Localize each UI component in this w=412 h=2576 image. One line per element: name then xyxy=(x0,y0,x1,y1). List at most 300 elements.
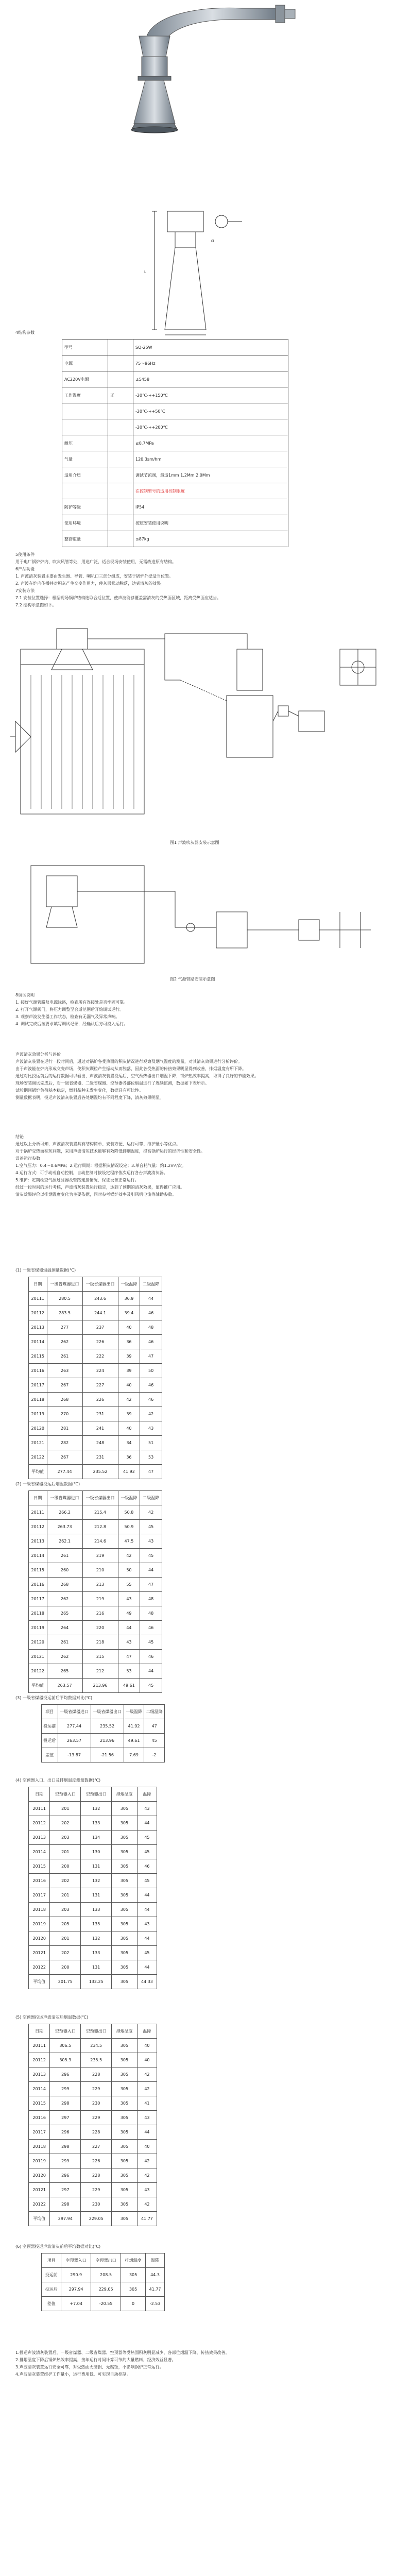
column-header: 一级省煤器出口 xyxy=(91,1705,124,1719)
table-cell: 44 xyxy=(137,1960,157,1975)
table-cell: 44.33 xyxy=(137,1975,157,1989)
table-cell: 297 xyxy=(50,2111,81,2125)
text-line: 现场安装调试完成后，对一级省煤器、二级省煤器、空预器各部位烟温进行了连续监测，数据如下表所示。 xyxy=(15,1081,209,1086)
spec-sub xyxy=(108,340,133,355)
table-cell: 45 xyxy=(137,1845,157,1859)
table-cell: 20111 xyxy=(29,2039,50,2053)
text-line: 4.声波清灰装置维护工作量小，运行费用低，可实现自动控制。 xyxy=(15,2372,131,2377)
table-row xyxy=(29,1563,162,1578)
table-cell: 20114 xyxy=(29,1549,47,1563)
table-cell: 305 xyxy=(112,1816,138,1831)
table-cell: 220 xyxy=(82,1621,118,1635)
table-row xyxy=(29,2168,157,2183)
table-cell: 202 xyxy=(50,1874,81,1888)
text-line: 2. 打开气源阀门，将压力调整至合适范围后开始调试运行。 xyxy=(15,1007,124,1012)
table-cell: 20115 xyxy=(29,1349,47,1364)
table-cell: 131 xyxy=(81,1960,112,1975)
table-cell: 43 xyxy=(137,1802,157,1816)
table-cell: 20118 xyxy=(29,1393,47,1407)
table-row xyxy=(29,2154,157,2168)
table-cell: 47 xyxy=(140,1349,162,1364)
table-row xyxy=(29,1931,157,1946)
table-header-row xyxy=(29,2024,157,2039)
table-cell: 20112 xyxy=(29,1520,47,1534)
spec-value: 75～96Hz xyxy=(133,355,288,371)
table-cell: 49.61 xyxy=(124,1734,144,1748)
table-cell: 48 xyxy=(140,1320,162,1335)
table-cell: 20113 xyxy=(29,1534,47,1549)
table-cell: 平均值 xyxy=(29,1465,47,1479)
table-cell: 44 xyxy=(137,1888,157,1903)
table-cell: 20112 xyxy=(29,1306,47,1320)
table-header-row xyxy=(29,1277,162,1292)
spec-sub xyxy=(108,435,133,451)
table-cell: 43 xyxy=(137,2111,157,2125)
column-header: 空预器入口 xyxy=(50,2024,81,2039)
spec-value: 调试节流阀，最适1mm 1.2Mm 2.0Mm xyxy=(133,467,288,483)
spec-sub xyxy=(108,451,133,467)
table-cell: 45 xyxy=(140,1679,162,1693)
table-cell: -2.53 xyxy=(146,2297,165,2311)
analysis-heading: 声波清灰效果分析与评价 xyxy=(15,1052,61,1057)
table-cell: 202 xyxy=(50,1816,81,1831)
section-8 xyxy=(15,992,397,1028)
table-cell: 20113 xyxy=(29,2067,50,2082)
column-header: 排烟温度 xyxy=(121,2253,146,2268)
table-cell: 262.1 xyxy=(47,1534,82,1549)
spec-row xyxy=(62,435,288,451)
table-cell: 297 xyxy=(50,2183,81,2197)
spec-value: -20℃-++200℃ xyxy=(133,419,288,435)
table-cell: 42 xyxy=(137,2168,157,2183)
spec-sub xyxy=(108,467,133,483)
table-cell: 277.44 xyxy=(58,1719,91,1734)
text-line: 试验期间锅炉负荷基本稳定，燃料品种未发生变化，数据具有可比性。 xyxy=(15,1088,143,1093)
table-cell: 40 xyxy=(137,2053,157,2067)
text-line: 7.2 结构示意图如下。 xyxy=(15,603,57,607)
table-cell: 45 xyxy=(137,1874,157,1888)
table-cell: 305 xyxy=(112,2067,138,2082)
table-cell: 305 xyxy=(121,2268,146,2282)
table-cell: 132.25 xyxy=(81,1975,112,1989)
table-cell: 297.94 xyxy=(50,2212,81,2226)
table-cell: 45 xyxy=(140,1520,162,1534)
table-cell: 20117 xyxy=(29,1378,47,1393)
spec-row xyxy=(62,483,288,499)
table-cell: 39.4 xyxy=(118,1306,140,1320)
spec-sub: 正 xyxy=(108,387,133,403)
table-cell: 43 xyxy=(140,1421,162,1436)
table-4 xyxy=(28,1787,157,1989)
table-row xyxy=(29,1888,157,1903)
table-cell: 20118 xyxy=(29,1903,50,1917)
table-cell: 262 xyxy=(47,1592,82,1606)
table-cell: 132 xyxy=(81,1931,112,1946)
table-cell: 42 xyxy=(137,2067,157,2082)
table-6-title: (6) 空预器投运声波清灰前后平均数据对比(℃) xyxy=(15,2244,101,2249)
table-cell: 20111 xyxy=(29,1505,47,1520)
spec-label: 耐压 xyxy=(62,435,108,451)
table-cell: 305 xyxy=(112,1903,138,1917)
table-cell: 47 xyxy=(118,1650,140,1664)
column-header: 一级省煤器进口 xyxy=(47,1277,82,1292)
table-cell: 305 xyxy=(112,2082,138,2096)
spec-value: SQ-25W xyxy=(133,340,288,355)
table-cell: 231 xyxy=(82,1450,118,1465)
table-cell: 44 xyxy=(137,1816,157,1831)
figure-2-caption: 图2 气源管路安装示意图 xyxy=(170,977,215,981)
text-line: 用于电厂锅炉炉内、吹灰风管等处，用途广泛，适合现场安装使用，无需改造原有结构。 xyxy=(15,560,176,564)
table-cell: 20122 xyxy=(29,1450,47,1465)
table-cell: 平均值 xyxy=(29,1975,50,1989)
text-line: 1.空气压力：0.4～0.6MPa；2.运行周期：根据积灰情况设定；3.单台耗气量：约1.2m³/次。 xyxy=(15,1163,186,1168)
table-row xyxy=(42,2268,165,2282)
table-cell: -20.55 xyxy=(91,2297,121,2311)
table-cell: 46 xyxy=(140,1335,162,1349)
table-cell: 36.9 xyxy=(118,1292,140,1306)
column-header: 二级温降 xyxy=(140,1277,162,1292)
conclusion-heading: 结论 xyxy=(15,1134,24,1139)
table-cell: 20116 xyxy=(29,1364,47,1378)
table-cell: -13.87 xyxy=(58,1748,91,1762)
table-cell: 44 xyxy=(137,1931,157,1946)
table-cell: 305 xyxy=(112,1960,138,1975)
table-cell: 305 xyxy=(112,1845,138,1859)
table-cell: 46 xyxy=(140,1650,162,1664)
column-header: 日期 xyxy=(29,1277,47,1292)
table-cell: 47 xyxy=(140,1465,162,1479)
table-cell: 201 xyxy=(50,1931,81,1946)
table-cell: 305 xyxy=(112,1859,138,1874)
table-header-row xyxy=(29,1491,162,1505)
table-cell: 41.77 xyxy=(137,2212,157,2226)
table-row xyxy=(29,2039,157,2053)
spec-label: 使用环境 xyxy=(62,515,108,531)
table-cell: 20115 xyxy=(29,2096,50,2111)
table-cell: 41.77 xyxy=(146,2282,165,2297)
table-cell: 20122 xyxy=(29,1960,50,1975)
table-cell: 42 xyxy=(137,2154,157,2168)
table-cell: 45 xyxy=(137,1831,157,1845)
text-line: 4. 调试完成后按要求填写调试记录，经确认后方可投入运行。 xyxy=(15,1022,128,1026)
table-cell: 44 xyxy=(118,1621,140,1635)
table-cell: 20111 xyxy=(29,1802,50,1816)
table-cell: 20115 xyxy=(29,1859,50,1874)
table-row xyxy=(29,1436,162,1450)
table-cell: 20117 xyxy=(29,1888,50,1903)
table-cell: 298 xyxy=(50,2197,81,2212)
table-row xyxy=(42,1734,165,1748)
text-line: 3. 观察声波发生器工作状态，检查有无漏气及异常声响。 xyxy=(15,1014,120,1019)
table-cell: 131 xyxy=(81,1888,112,1903)
table-cell: 45 xyxy=(140,1635,162,1650)
spec-row xyxy=(62,371,288,387)
section-5-heading: 5使用条件 xyxy=(15,552,35,557)
table-cell: 42 xyxy=(118,1549,140,1563)
table-header-row xyxy=(42,1705,165,1719)
table-cell: 135 xyxy=(81,1917,112,1931)
table-cell: 243.6 xyxy=(82,1292,118,1306)
column-header: 排烟温度 xyxy=(112,2024,138,2039)
table-row xyxy=(29,2111,157,2125)
table-cell: 40 xyxy=(137,2140,157,2154)
table-cell: 20121 xyxy=(29,2183,50,2197)
table-cell: 41 xyxy=(137,2096,157,2111)
spec-label: 电源 xyxy=(62,355,108,371)
column-header: 一级省煤器进口 xyxy=(58,1705,91,1719)
table-row xyxy=(42,1719,165,1734)
table-row xyxy=(29,1364,162,1378)
table-cell: 20116 xyxy=(29,2111,50,2125)
spec-value: ±5458 xyxy=(133,371,288,387)
spec-title: 4结构参数 xyxy=(15,330,35,335)
table-cell: 203 xyxy=(50,1831,81,1845)
column-header: 一级温降 xyxy=(118,1277,140,1292)
table-cell: 46 xyxy=(137,1859,157,1874)
spec-sub xyxy=(108,531,133,547)
table-row xyxy=(29,1578,162,1592)
table-cell: 296 xyxy=(50,2168,81,2183)
table-row xyxy=(29,1635,162,1650)
table-cell: 231 xyxy=(82,1407,118,1421)
spec-value: ≤0.7MPa xyxy=(133,435,288,451)
table-cell: 投运后 xyxy=(42,2282,61,2297)
spec-value: ≤87kg xyxy=(133,531,288,547)
text-line: 对于锅炉受热面积灰问题，采用声波清灰技术能够有效降低排烟温度，提高锅炉运行的经济性和安全性。 xyxy=(15,1149,205,1154)
table-row xyxy=(29,1960,157,1975)
spec-label: 防护等级 xyxy=(62,499,108,515)
spec-row xyxy=(62,531,288,547)
table-cell: 280.5 xyxy=(47,1292,82,1306)
spec-sub xyxy=(108,419,133,435)
table-cell: 45 xyxy=(137,1946,157,1960)
table-cell: 40 xyxy=(118,1378,140,1393)
table-cell: 261 xyxy=(47,1349,82,1364)
column-header: 空预器入口 xyxy=(50,1787,81,1802)
table-cell: 20117 xyxy=(29,2125,50,2140)
table-cell: 20114 xyxy=(29,1845,50,1859)
text-line: 7.1 安装位置选择：根据现场锅炉结构选取合适位置，使声波能够覆盖需清灰的受热面区域，距离受热面应适当。 xyxy=(15,596,221,600)
table-2-title: (2) 一级省煤器投运后烟温数据(℃) xyxy=(15,1482,80,1486)
table-cell: 20117 xyxy=(29,1592,47,1606)
table-cell: 49.61 xyxy=(118,1679,140,1693)
table-cell: 44 xyxy=(137,2125,157,2140)
table-cell: 44 xyxy=(140,1292,162,1306)
spec-label: 工作温度 xyxy=(62,387,108,403)
column-header: 二级温降 xyxy=(144,1705,165,1719)
table-cell: 213.96 xyxy=(82,1679,118,1693)
table-cell: 299 xyxy=(50,2082,81,2096)
table-cell: 267 xyxy=(47,1378,82,1393)
table-cell: 212.8 xyxy=(82,1520,118,1534)
table-row xyxy=(29,2053,157,2067)
figure-1-caption: 图1 声波吹灰器安装示意图 xyxy=(170,840,219,845)
table-cell: 53 xyxy=(118,1664,140,1679)
table-cell: 305 xyxy=(112,2212,138,2226)
table-cell: 201 xyxy=(50,1845,81,1859)
table-row xyxy=(29,1903,157,1917)
table-cell: 305 xyxy=(112,2168,138,2183)
table-cell: 47.5 xyxy=(118,1534,140,1549)
table-cell: 270 xyxy=(47,1407,82,1421)
table-cell: 268 xyxy=(47,1393,82,1407)
table-row xyxy=(29,2125,157,2140)
spec-row xyxy=(62,515,288,531)
column-header: 一级温降 xyxy=(118,1491,140,1505)
text-line: 2. 声波在炉内传播并对积灰产生交变作用力，使灰层松动脱落，达到清灰的效果。 xyxy=(15,581,165,586)
table-cell: 216 xyxy=(82,1606,118,1621)
table-row xyxy=(29,1349,162,1364)
text-line: 2.排烟温度下降后锅炉热效率提高，按年运行时间计算可节约大量燃料，经济效益显著。 xyxy=(15,2358,176,2362)
spec-label: 气量 xyxy=(62,451,108,467)
table-cell: 218 xyxy=(82,1635,118,1650)
table-6 xyxy=(41,2253,165,2311)
table-cell: 305 xyxy=(112,2111,138,2125)
table-cell: 212 xyxy=(82,1664,118,1679)
table-cell: 219 xyxy=(82,1592,118,1606)
table-cell: 237 xyxy=(82,1320,118,1335)
analysis-section xyxy=(15,1051,397,1101)
table-row xyxy=(29,2212,157,2226)
table-cell: 44 xyxy=(140,1664,162,1679)
table-cell: 42 xyxy=(137,2197,157,2212)
table-row xyxy=(29,1534,162,1549)
table-cell: 305 xyxy=(112,1802,138,1816)
table-cell: 131 xyxy=(81,1859,112,1874)
table-cell: 53 xyxy=(140,1450,162,1465)
text-line: 6产品功能 xyxy=(15,567,35,571)
table-cell: 305 xyxy=(112,1931,138,1946)
spec-row xyxy=(62,403,288,419)
table-cell: 20114 xyxy=(29,1335,47,1349)
table-cell: 263.57 xyxy=(58,1734,91,1748)
table-row xyxy=(29,1335,162,1349)
dimension-drawing xyxy=(0,201,412,345)
table-row xyxy=(29,1650,162,1664)
table-cell: 20121 xyxy=(29,1436,47,1450)
spec-row xyxy=(62,340,288,355)
text-line: 4.运行方式：可手动或自动控制，自动控制时按设定程序依次运行各台声波清灰器。 xyxy=(15,1171,168,1175)
table-cell: 226 xyxy=(82,1393,118,1407)
table-cell: 261 xyxy=(47,1549,82,1563)
table-cell: 20116 xyxy=(29,1578,47,1592)
spec-table xyxy=(62,339,288,547)
table-cell: 55 xyxy=(118,1578,140,1592)
table-cell: 48 xyxy=(140,1606,162,1621)
table-cell: 投运前 xyxy=(42,2268,61,2282)
table-cell: 266.2 xyxy=(47,1505,82,1520)
table-cell: -21.56 xyxy=(91,1748,124,1762)
text-line: 通过对比投运前后的运行数据可以看出，声波清灰装置投运后，空气预热器出口烟温下降，锅炉热效率提高，取得了良好的节能效果。 xyxy=(15,1074,259,1078)
table-cell: 208.5 xyxy=(91,2268,121,2282)
table-cell: 130 xyxy=(81,1845,112,1859)
table-cell: 203 xyxy=(50,1903,81,1917)
spec-row xyxy=(62,419,288,435)
table-cell: 263 xyxy=(47,1364,82,1378)
table-cell: 46 xyxy=(140,1306,162,1320)
table-cell: 44.3 xyxy=(146,2268,165,2282)
table-cell: 41.92 xyxy=(118,1465,140,1479)
column-header: 排烟温度 xyxy=(112,1787,138,1802)
table-cell: 20118 xyxy=(29,1606,47,1621)
table-cell: 298 xyxy=(50,2140,81,2154)
table-cell: 305 xyxy=(112,2183,138,2197)
table-cell: 42 xyxy=(118,1393,140,1407)
table-cell: 226 xyxy=(82,1335,118,1349)
table-cell: 226 xyxy=(81,2154,112,2168)
table-row xyxy=(29,1679,162,1693)
table-cell: +7.04 xyxy=(61,2297,91,2311)
table-row xyxy=(29,1592,162,1606)
table-cell: 投运前 xyxy=(42,1719,58,1734)
table-cell: 305 xyxy=(112,1975,138,1989)
table-cell: 219 xyxy=(82,1549,118,1563)
table-cell: 267 xyxy=(47,1450,82,1465)
table-row xyxy=(29,1859,157,1874)
spec-value: IP54 xyxy=(133,499,288,515)
table-cell: 229.05 xyxy=(81,2212,112,2226)
conclusion-section xyxy=(15,1133,397,1198)
spec-label xyxy=(62,419,108,435)
table-cell: 305 xyxy=(112,2197,138,2212)
table-row xyxy=(29,2082,157,2096)
table-cell: -2 xyxy=(144,1748,165,1762)
table-cell: 36 xyxy=(118,1450,140,1465)
table-cell: 305 xyxy=(112,2125,138,2140)
table-cell: 296 xyxy=(50,2125,81,2140)
table-cell: 305 xyxy=(112,1831,138,1845)
spec-value: 在控制型号的适用控制限度 xyxy=(133,483,288,499)
table-cell: 305 xyxy=(112,1888,138,1903)
table-cell: 40 xyxy=(118,1320,140,1335)
spec-sub xyxy=(108,371,133,387)
table-cell: 282 xyxy=(47,1436,82,1450)
column-header: 日期 xyxy=(29,1787,50,1802)
table-cell: 46 xyxy=(140,1393,162,1407)
table-cell: 215.4 xyxy=(82,1505,118,1520)
column-header: 空预器出口 xyxy=(81,1787,112,1802)
spec-sub xyxy=(108,355,133,371)
table-cell: 235.52 xyxy=(82,1465,118,1479)
column-header: 一级温降 xyxy=(124,1705,144,1719)
table-cell: 20119 xyxy=(29,1917,50,1931)
table-cell: 244.1 xyxy=(82,1306,118,1320)
section-5 xyxy=(15,551,397,609)
table-row xyxy=(29,1816,157,1831)
table-cell: 228 xyxy=(81,2067,112,2082)
table-cell: 45 xyxy=(144,1734,165,1748)
column-header: 一级省煤器出口 xyxy=(82,1491,118,1505)
text-line: 3.声波清灰装置运行安全可靠，对受热面无磨损、无腐蚀，不影响锅炉正常运行。 xyxy=(15,2365,164,2369)
table-cell: 42 xyxy=(137,2082,157,2096)
table-row xyxy=(29,1393,162,1407)
spec-label: AC220V电源 xyxy=(62,371,108,387)
text-line: 1. 声波清灰装置主要由发生器、导管、喇叭口三部分组成，安装于锅炉外壁适当位置。 xyxy=(15,574,174,579)
table-cell: 20118 xyxy=(29,2140,50,2154)
table-row xyxy=(29,2197,157,2212)
table-cell: 229.05 xyxy=(91,2282,121,2297)
table-cell: 44 xyxy=(137,1903,157,1917)
text-line: 5.维护：定期检查气源过滤器及管路连接情况，保证设备正常运行。 xyxy=(15,1178,139,1182)
table-cell: 205 xyxy=(50,1917,81,1931)
spec-sub xyxy=(108,403,133,419)
table-cell: 40 xyxy=(137,2039,157,2053)
table-cell: 261 xyxy=(47,1635,82,1650)
table-cell: 265 xyxy=(47,1664,82,1679)
table-cell: 20122 xyxy=(29,2197,50,2212)
table-row xyxy=(29,1549,162,1563)
table-cell: 264 xyxy=(47,1621,82,1635)
